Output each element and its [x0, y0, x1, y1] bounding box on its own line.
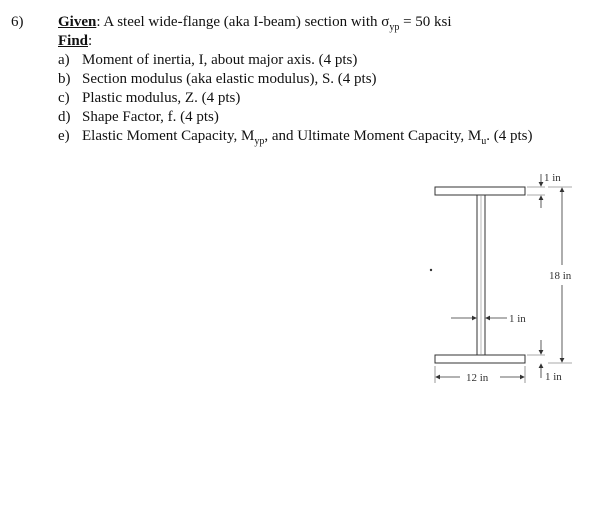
question-number: 6) [11, 14, 24, 30]
item-letter: b) [58, 71, 71, 87]
item-letter: c) [58, 90, 70, 106]
item-letter: e) [58, 128, 70, 144]
given-label: Given [58, 14, 97, 30]
given-subscript: yp [389, 22, 400, 33]
item-letter: d) [58, 109, 71, 125]
item-subscript-u: u [481, 136, 487, 147]
given-text-after: = 50 ksi [399, 14, 452, 30]
item-text: Shape Factor, f. (4 pts) [82, 109, 219, 125]
dim-bottom-flange: 1 in [545, 371, 562, 383]
find-colon: : [88, 33, 93, 49]
top-flange [435, 187, 525, 195]
item-text-mid: , and Ultimate Moment Capacity, M [264, 128, 482, 144]
dim-web: 1 in [509, 313, 526, 325]
item-subscript-yp: yp [254, 136, 265, 147]
dim-height: 18 in [549, 270, 572, 282]
dim-top-flange: 1 in [544, 172, 561, 184]
item-text-after: . (4 pts) [486, 128, 533, 144]
ibeam-section [435, 187, 525, 363]
dot-mark [430, 269, 432, 271]
given-text: : A steel wide-flange (aka I-beam) section with σ [96, 14, 390, 30]
item-text-before: Elastic Moment Capacity, M [82, 128, 255, 144]
find-label: Find [58, 33, 89, 49]
item-letter: a) [58, 52, 70, 68]
item-text: Moment of inertia, I, about major axis. (4 pts) [82, 52, 358, 68]
item-text: Plastic modulus, Z. (4 pts) [82, 90, 241, 106]
dim-width: 12 in [466, 372, 489, 384]
bottom-flange [435, 355, 525, 363]
item-text: Section modulus (aka elastic modulus), S. (4 pts) [82, 71, 377, 87]
